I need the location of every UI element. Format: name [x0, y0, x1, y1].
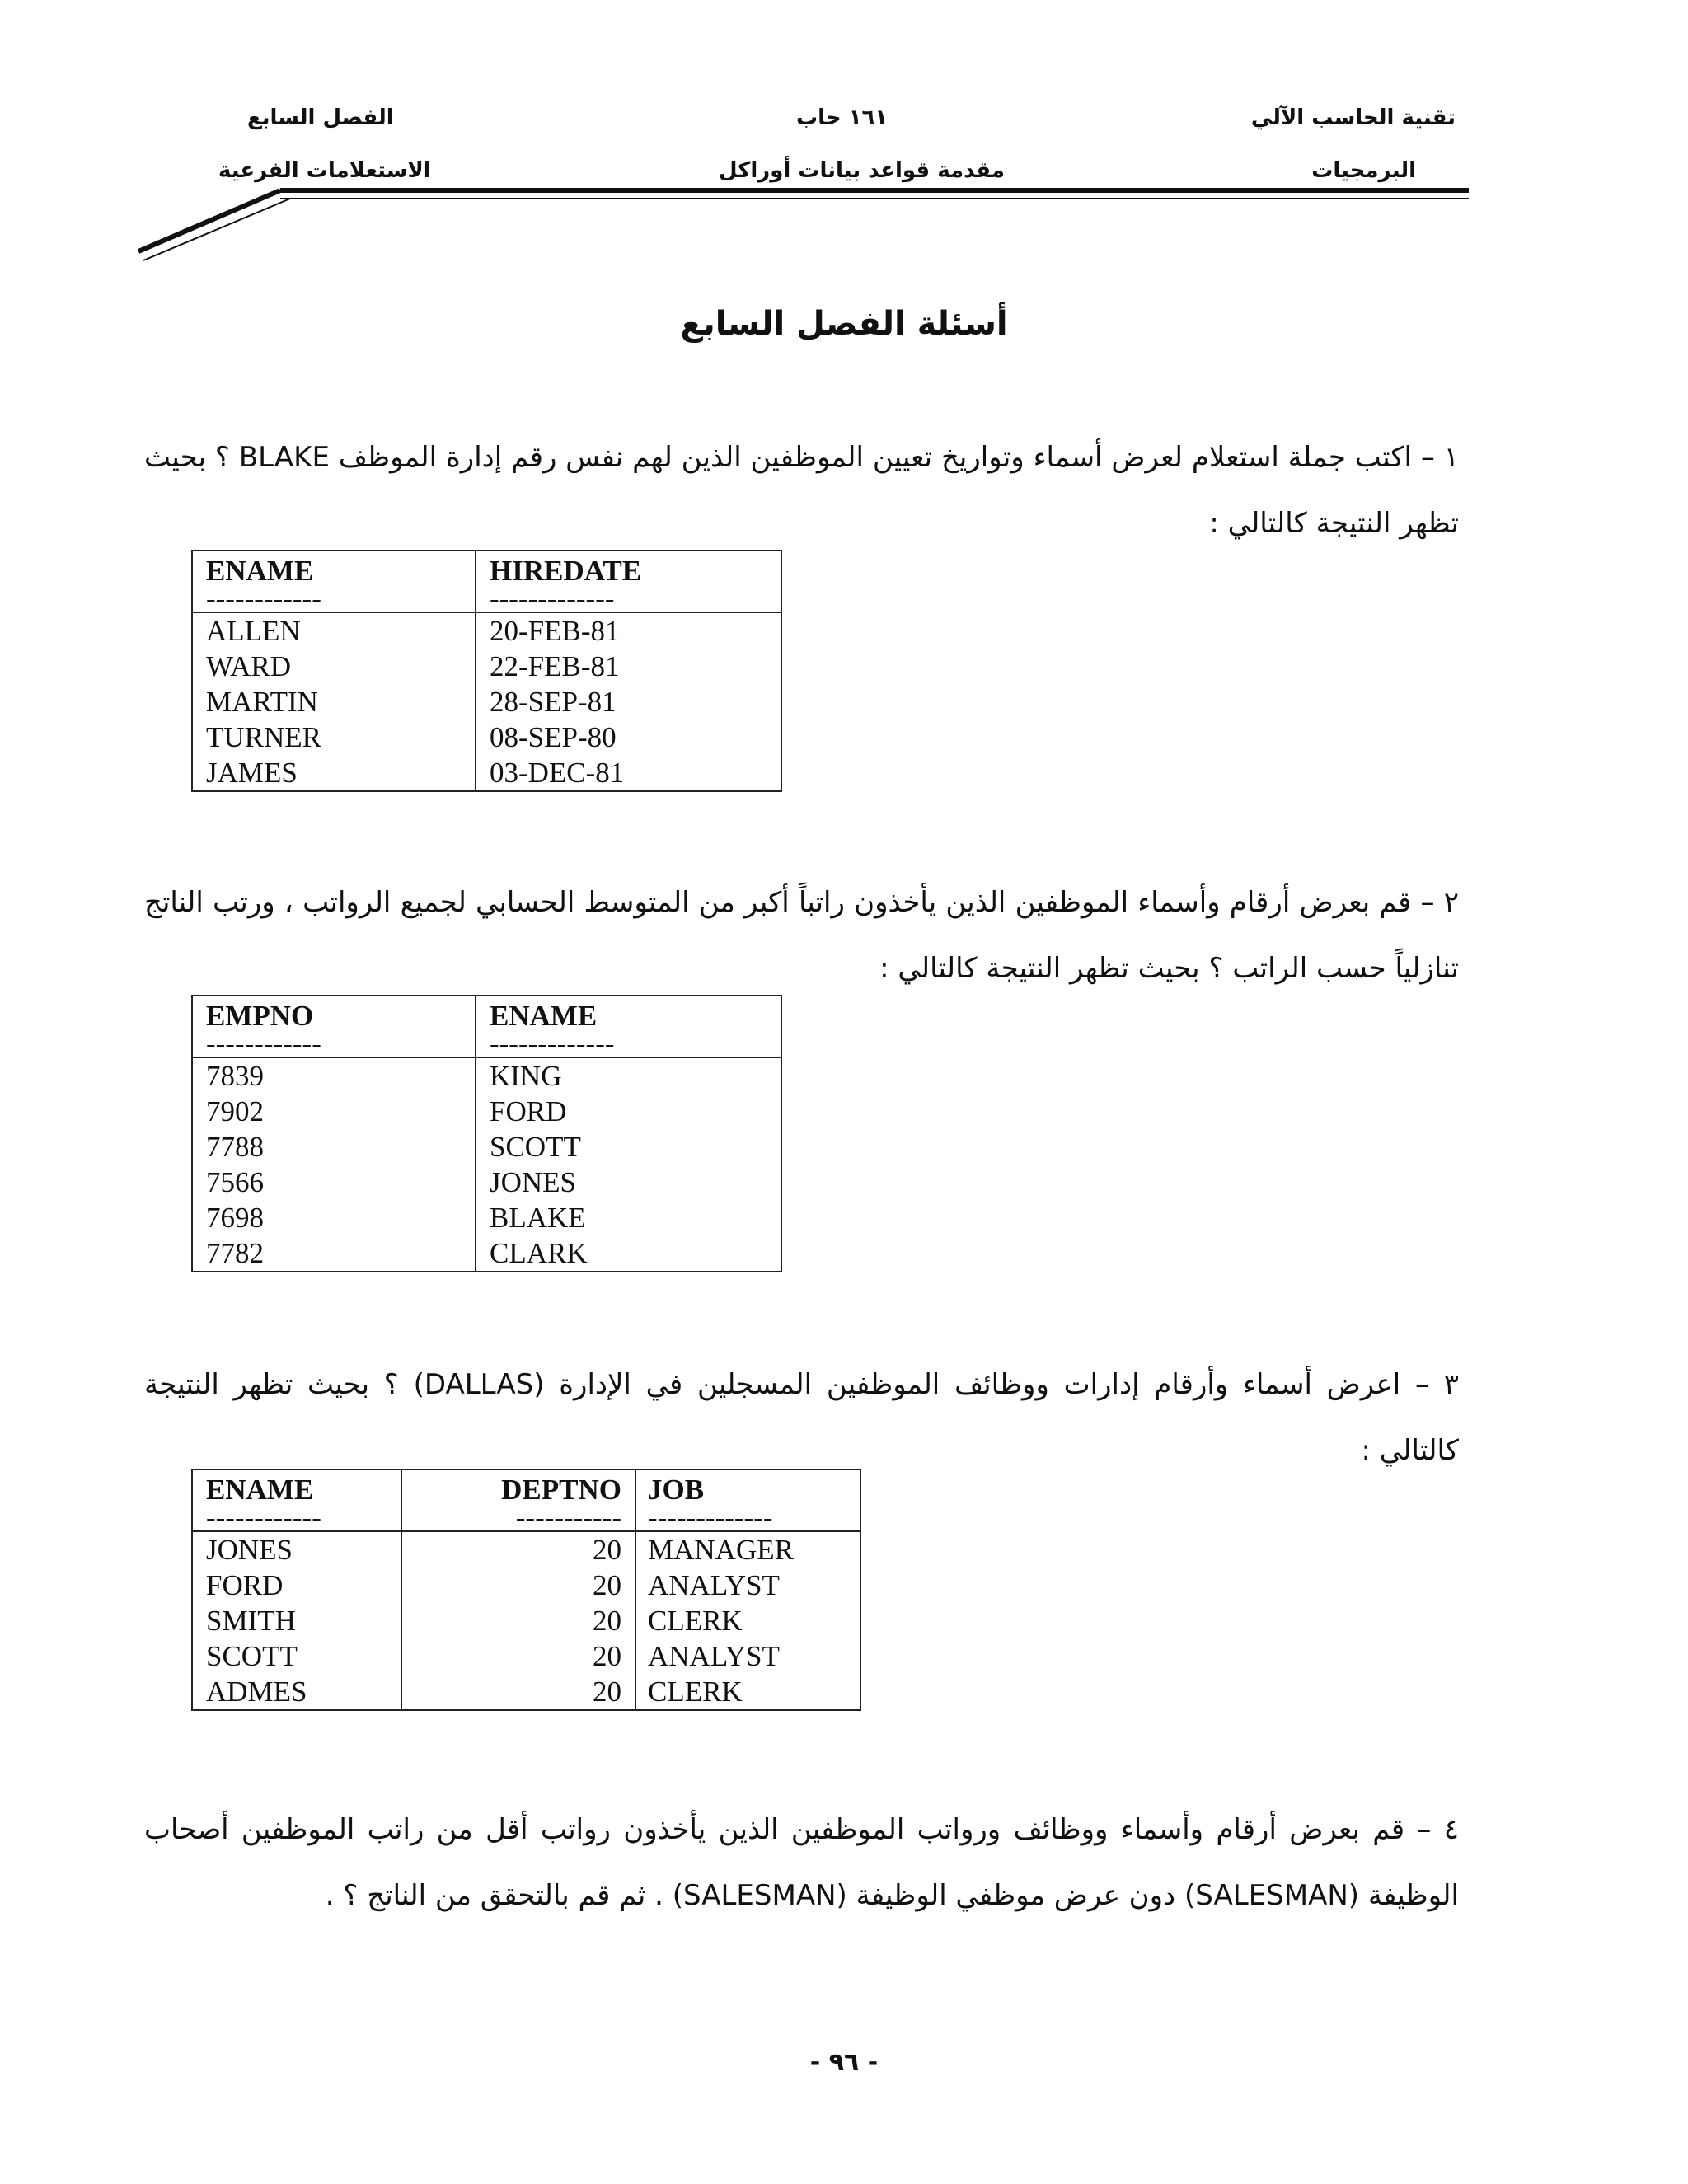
table-cell: BLAKE [490, 1202, 586, 1234]
table-cell: 03-DEC-81 [490, 757, 625, 789]
table-cell: 7839 [206, 1060, 264, 1092]
table-cell: ADMES [206, 1675, 307, 1708]
table-cell: SMITH [206, 1605, 296, 1637]
table-cell: 7566 [206, 1166, 264, 1198]
header-underline: ------------- [490, 588, 615, 612]
question-4-text: ٤ – قم بعرض أرقام وأسماء ووظائف ورواتب الموظفين الذين يأخذون رواتب أقل من راتب الموظفين أصحاب الوظيفة (SALESMAN) دون عرض موظفي الوظيفة (SALESMAN) . ثم قم بالتحقق من الناتج ؟ . [144, 1813, 1459, 1912]
table-cell: 7788 [206, 1131, 264, 1163]
table-cell: 20-FEB-81 [490, 615, 620, 647]
question-3-table [191, 1469, 861, 1711]
table-cell: 20 [593, 1534, 621, 1566]
table-cell: 20 [593, 1605, 621, 1637]
table-cell: CLARK [490, 1237, 588, 1269]
question-1-table [191, 550, 782, 792]
column-header: EMPNO [206, 1000, 314, 1032]
table-cell: FORD [206, 1569, 284, 1601]
table-cell: 28-SEP-81 [490, 686, 617, 718]
header-underline: ------------- [490, 1033, 615, 1057]
column-header: DEPTNO [501, 1474, 621, 1506]
table-cell: CLERK [648, 1675, 743, 1708]
table-cell: 20 [593, 1640, 621, 1672]
header-underline: ------------ [206, 1033, 321, 1057]
table-cell: 7782 [206, 1237, 264, 1269]
table-cell: 7698 [206, 1202, 264, 1234]
page-title: أسئلة الفصل السابع [680, 305, 1008, 343]
column-header: ENAME [206, 555, 314, 587]
table-cell: FORD [490, 1095, 567, 1127]
header-course-code: ١٦١ حاب [796, 105, 889, 130]
table-cell: TURNER [206, 721, 321, 753]
table-cell: ANALYST [648, 1640, 780, 1672]
table-cell: JAMES [206, 757, 298, 789]
page-number: - ٩٦ - [809, 2048, 879, 2077]
question-3-text: ٣ – اعرض أسماء وأرقام إدارات ووظائف الموظفين المسجلين في الإدارة (DALLAS) ؟ بحيث تظهر النتيجة كالتالي : [144, 1368, 1459, 1467]
table-cell: WARD [206, 650, 292, 682]
question-1-text: ١ – اكتب جملة استعلام لعرض أسماء وتواريخ تعيين الموظفين الذين لهم نفس رقم إدارة الموظف BLAKE ؟ بحيث تظهر النتيجة كالتالي : [144, 441, 1459, 540]
table-cell: SCOTT [490, 1131, 581, 1163]
table-cell: 7902 [206, 1095, 264, 1127]
table-cell: CLERK [648, 1605, 743, 1637]
table-cell: SCOTT [206, 1640, 298, 1672]
header-underline: ------------ [206, 588, 321, 612]
table-cell: 22-FEB-81 [490, 650, 620, 682]
header-course-title: مقدمة قواعد بيانات أوراكل [719, 158, 1005, 183]
table-cell: 20 [593, 1569, 621, 1601]
table-cell: ANALYST [648, 1569, 780, 1601]
table-cell: JONES [490, 1166, 577, 1198]
column-header: HIREDATE [490, 555, 642, 587]
header-underline: ------------- [648, 1507, 773, 1530]
header-specialization: البرمجيات [1311, 158, 1416, 183]
column-header: ENAME [490, 1000, 598, 1032]
header-underline: ----------- [515, 1507, 621, 1530]
table-cell: MANAGER [648, 1534, 794, 1566]
header-chapter: الفصل السابع [247, 105, 394, 130]
question-2-table [191, 995, 782, 1272]
table-cell: JONES [206, 1534, 293, 1566]
table-cell: KING [490, 1060, 562, 1092]
header-divider [0, 0, 1688, 272]
column-header: ENAME [206, 1474, 314, 1506]
header-underline: ------------ [206, 1507, 321, 1530]
header-chapter-title: الاستعلامات الفرعية [218, 158, 431, 183]
table-cell: MARTIN [206, 686, 318, 718]
question-2-text: ٢ – قم بعرض أرقام وأسماء الموظفين الذين يأخذون راتباً أكبر من المتوسط الحسابي لجميع الرواتب ، ورتب الناتج تنازلياً حسب الراتب ؟ بحيث تظهر النتيجة كالتالي : [144, 886, 1459, 985]
table-cell: 08-SEP-80 [490, 721, 617, 753]
column-header: JOB [648, 1474, 705, 1506]
table-cell: 20 [593, 1675, 621, 1708]
table-cell: ALLEN [206, 615, 301, 647]
header-book-title: تقنية الحاسب الآلي [1250, 105, 1456, 130]
